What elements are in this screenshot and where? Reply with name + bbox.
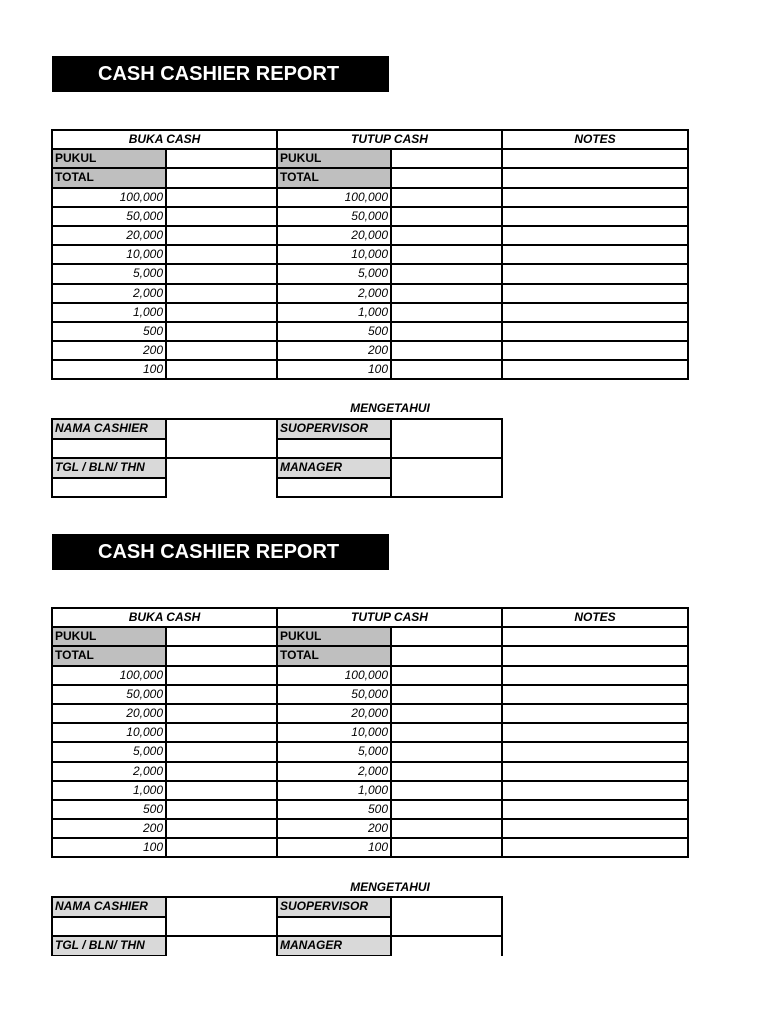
buka-amount-cell[interactable] (166, 819, 277, 838)
table-row (52, 360, 688, 379)
denomination-label: 10,000 (52, 245, 166, 264)
notes-cell[interactable] (502, 762, 688, 781)
notes-header: NOTES (502, 130, 688, 149)
buka-total-cell[interactable] (166, 646, 277, 665)
tutup-amount-cell[interactable] (391, 226, 502, 245)
table-row (52, 207, 688, 226)
mengetahui-label: MENGETAHUI (350, 880, 430, 894)
table-row (52, 168, 688, 187)
notes-cell[interactable] (502, 168, 688, 187)
denomination-label: 1,000 (277, 781, 391, 800)
report-title: CASH CASHIER REPORT (52, 534, 389, 570)
spacer (166, 936, 277, 956)
table-header-row (52, 608, 688, 627)
signature-table (51, 418, 503, 498)
notes-header: NOTES (502, 608, 688, 627)
nama-cashier-input[interactable] (52, 439, 166, 459)
pukul-label: PUKUL (52, 627, 166, 646)
supervisor-name-input[interactable] (277, 917, 391, 937)
denomination-label: 1,000 (52, 781, 166, 800)
tutup-amount-cell[interactable] (391, 819, 502, 838)
notes-cell[interactable] (502, 627, 688, 646)
manager-name-input[interactable] (277, 478, 391, 498)
supervisor-label: SUOPERVISOR (277, 897, 391, 917)
notes-cell[interactable] (502, 207, 688, 226)
notes-cell[interactable] (502, 284, 688, 303)
table-row (52, 704, 688, 723)
tanggal-label: TGL / BLN/ THN (52, 458, 166, 478)
buka-amount-cell[interactable] (166, 685, 277, 704)
notes-cell[interactable] (502, 819, 688, 838)
denomination-label: 20,000 (52, 704, 166, 723)
cash-table (51, 607, 689, 858)
table-row (52, 284, 688, 303)
manager-signature[interactable] (391, 458, 502, 497)
spacer (166, 478, 277, 498)
buka-amount-cell[interactable] (166, 264, 277, 283)
denomination-label: 2,000 (277, 762, 391, 781)
notes-cell[interactable] (502, 781, 688, 800)
denomination-label: 20,000 (277, 704, 391, 723)
tutup-total-cell[interactable] (391, 646, 502, 665)
supervisor-name-input[interactable] (277, 439, 391, 459)
denomination-label: 50,000 (52, 207, 166, 226)
denomination-label: 2,000 (52, 762, 166, 781)
buka-amount-cell[interactable] (166, 723, 277, 742)
denomination-label: 100 (52, 360, 166, 379)
denomination-label: 100 (277, 838, 391, 857)
pukul-label: PUKUL (277, 149, 391, 168)
buka-amount-cell[interactable] (166, 322, 277, 341)
tutup-amount-cell[interactable] (391, 704, 502, 723)
tutup-amount-cell[interactable] (391, 264, 502, 283)
notes-cell[interactable] (502, 360, 688, 379)
supervisor-label: SUOPERVISOR (277, 419, 391, 439)
table-row (52, 149, 688, 168)
table-row (52, 762, 688, 781)
denomination-label: 100 (52, 838, 166, 857)
tutup-amount-cell[interactable] (391, 723, 502, 742)
notes-cell[interactable] (502, 322, 688, 341)
buka-amount-cell[interactable] (166, 360, 277, 379)
denomination-label: 50,000 (52, 685, 166, 704)
denomination-label: 200 (277, 819, 391, 838)
nama-cashier-label: NAMA CASHIER (52, 419, 166, 439)
buka-amount-cell[interactable] (166, 838, 277, 857)
denomination-label: 2,000 (52, 284, 166, 303)
pukul-label: PUKUL (277, 627, 391, 646)
tutup-amount-cell[interactable] (391, 742, 502, 761)
notes-cell[interactable] (502, 704, 688, 723)
notes-cell[interactable] (502, 800, 688, 819)
tanggal-input[interactable] (52, 478, 166, 498)
buka-total-cell[interactable] (166, 168, 277, 187)
denomination-label: 50,000 (277, 207, 391, 226)
tutup-cash-header: TUTUP CASH (277, 608, 502, 627)
supervisor-signature[interactable] (391, 897, 502, 936)
mengetahui-label: MENGETAHUI (350, 401, 430, 415)
nama-cashier-value[interactable] (166, 897, 277, 936)
notes-cell[interactable] (502, 149, 688, 168)
denomination-label: 1,000 (277, 303, 391, 322)
nama-cashier-value[interactable] (166, 419, 277, 458)
table-row (52, 800, 688, 819)
cash-table (51, 129, 689, 380)
notes-cell[interactable] (502, 245, 688, 264)
denomination-label: 5,000 (52, 264, 166, 283)
tanggal-label: TGL / BLN/ THN (52, 936, 166, 956)
table-row (52, 742, 688, 761)
denomination-label: 100,000 (277, 666, 391, 685)
denomination-label: 100 (277, 360, 391, 379)
notes-cell[interactable] (502, 303, 688, 322)
tutup-amount-cell[interactable] (391, 781, 502, 800)
buka-amount-cell[interactable] (166, 781, 277, 800)
table-row (52, 666, 688, 685)
tutup-amount-cell[interactable] (391, 762, 502, 781)
tutup-amount-cell[interactable] (391, 207, 502, 226)
spacer (166, 458, 277, 478)
tutup-amount-cell[interactable] (391, 360, 502, 379)
tutup-amount-cell[interactable] (391, 685, 502, 704)
buka-amount-cell[interactable] (166, 303, 277, 322)
table-header-row (52, 130, 688, 149)
denomination-label: 5,000 (277, 264, 391, 283)
denomination-label: 10,000 (277, 245, 391, 264)
buka-amount-cell[interactable] (166, 245, 277, 264)
denomination-label: 5,000 (277, 742, 391, 761)
notes-cell[interactable] (502, 264, 688, 283)
denomination-label: 500 (52, 322, 166, 341)
denomination-label: 200 (277, 341, 391, 360)
table-row (52, 627, 688, 646)
denomination-label: 200 (52, 341, 166, 360)
total-label: TOTAL (277, 646, 391, 665)
manager-label: MANAGER (277, 936, 391, 956)
buka-amount-cell[interactable] (166, 341, 277, 360)
denomination-label: 100,000 (52, 188, 166, 207)
buka-amount-cell[interactable] (166, 226, 277, 245)
table-row (52, 646, 688, 665)
tutup-amount-cell[interactable] (391, 188, 502, 207)
nama-cashier-input[interactable] (52, 917, 166, 937)
buka-amount-cell[interactable] (166, 704, 277, 723)
page-bottom-margin (0, 956, 768, 1024)
buka-amount-cell[interactable] (166, 800, 277, 819)
tutup-amount-cell[interactable] (391, 284, 502, 303)
notes-cell[interactable] (502, 685, 688, 704)
notes-cell[interactable] (502, 226, 688, 245)
buka-amount-cell[interactable] (166, 207, 277, 226)
notes-cell[interactable] (502, 188, 688, 207)
denomination-label: 1,000 (52, 303, 166, 322)
total-label: TOTAL (277, 168, 391, 187)
tutup-pukul-cell[interactable] (391, 149, 502, 168)
table-row (52, 264, 688, 283)
buka-cash-header: BUKA CASH (52, 130, 277, 149)
tutup-cash-header: TUTUP CASH (277, 130, 502, 149)
notes-cell[interactable] (502, 723, 688, 742)
buka-pukul-cell[interactable] (166, 627, 277, 646)
denomination-label: 20,000 (277, 226, 391, 245)
notes-cell[interactable] (502, 646, 688, 665)
notes-cell[interactable] (502, 742, 688, 761)
buka-pukul-cell[interactable] (166, 149, 277, 168)
denomination-label: 100,000 (277, 188, 391, 207)
manager-label: MANAGER (277, 458, 391, 478)
denomination-label: 10,000 (277, 723, 391, 742)
total-label: TOTAL (52, 168, 166, 187)
table-row (52, 245, 688, 264)
tutup-amount-cell[interactable] (391, 800, 502, 819)
table-row (52, 685, 688, 704)
denomination-label: 10,000 (52, 723, 166, 742)
tutup-amount-cell[interactable] (391, 303, 502, 322)
buka-cash-header: BUKA CASH (52, 608, 277, 627)
table-row (52, 188, 688, 207)
tutup-total-cell[interactable] (391, 168, 502, 187)
buka-amount-cell[interactable] (166, 742, 277, 761)
tutup-amount-cell[interactable] (391, 838, 502, 857)
table-row (52, 781, 688, 800)
table-row (52, 322, 688, 341)
table-row (52, 226, 688, 245)
tutup-amount-cell[interactable] (391, 245, 502, 264)
table-row (52, 838, 688, 857)
denomination-label: 500 (277, 322, 391, 341)
table-row (52, 723, 688, 742)
denomination-label: 50,000 (277, 685, 391, 704)
table-row (52, 303, 688, 322)
denomination-label: 20,000 (52, 226, 166, 245)
buka-amount-cell[interactable] (166, 666, 277, 685)
notes-cell[interactable] (502, 838, 688, 857)
supervisor-signature[interactable] (391, 419, 502, 458)
buka-amount-cell[interactable] (166, 284, 277, 303)
denomination-label: 100,000 (52, 666, 166, 685)
pukul-label: PUKUL (52, 149, 166, 168)
denomination-label: 2,000 (277, 284, 391, 303)
tutup-amount-cell[interactable] (391, 322, 502, 341)
nama-cashier-label: NAMA CASHIER (52, 897, 166, 917)
total-label: TOTAL (52, 646, 166, 665)
notes-cell[interactable] (502, 666, 688, 685)
table-row (52, 819, 688, 838)
denomination-label: 5,000 (52, 742, 166, 761)
notes-cell[interactable] (502, 341, 688, 360)
report-title: CASH CASHIER REPORT (52, 56, 389, 92)
denomination-label: 500 (277, 800, 391, 819)
buka-amount-cell[interactable] (166, 188, 277, 207)
table-row (52, 341, 688, 360)
tutup-amount-cell[interactable] (391, 341, 502, 360)
buka-amount-cell[interactable] (166, 762, 277, 781)
denomination-label: 200 (52, 819, 166, 838)
tutup-amount-cell[interactable] (391, 666, 502, 685)
denomination-label: 500 (52, 800, 166, 819)
tutup-pukul-cell[interactable] (391, 627, 502, 646)
